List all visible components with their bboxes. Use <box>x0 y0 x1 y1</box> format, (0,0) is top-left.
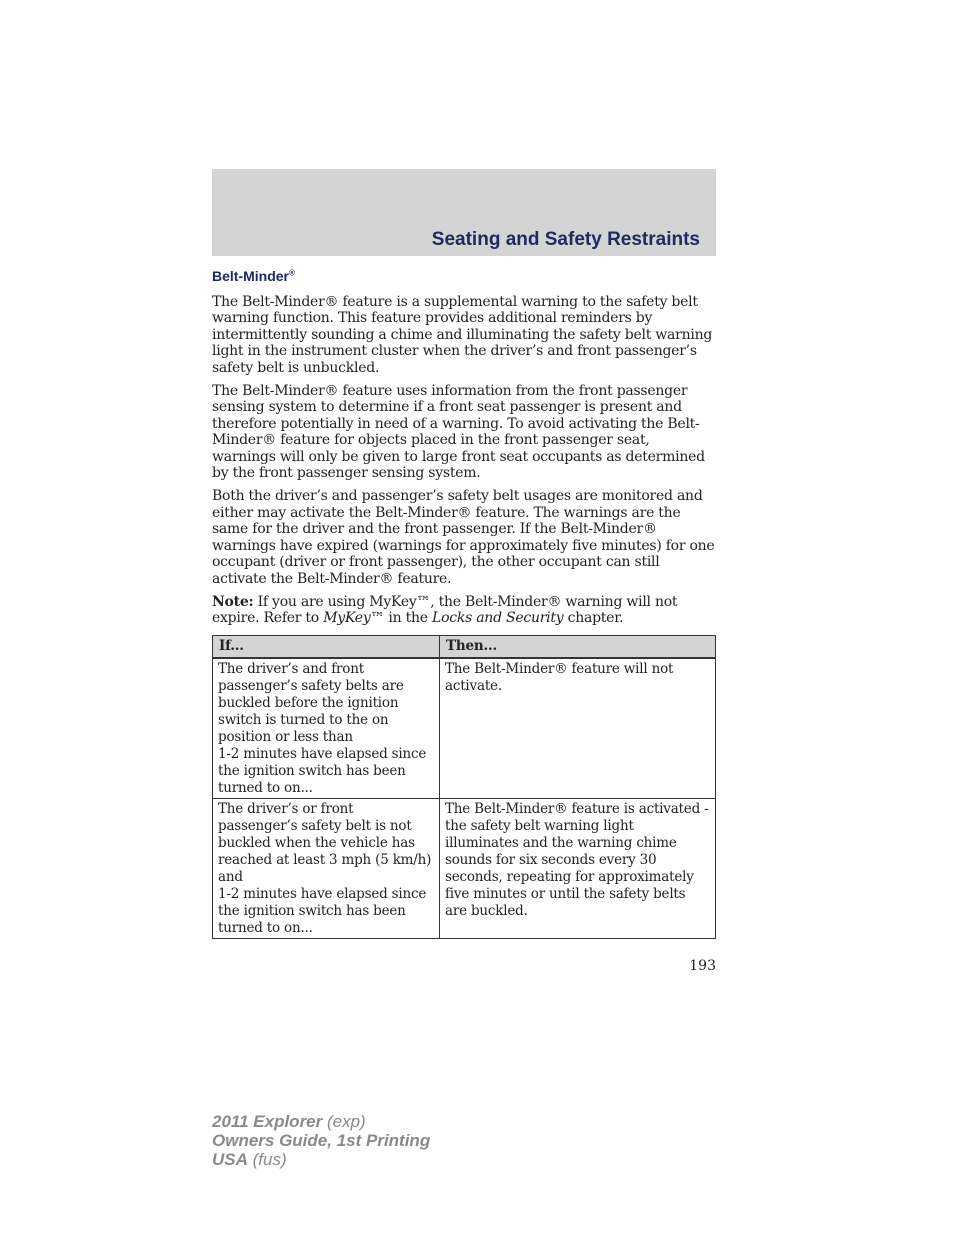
note-text-2: in the <box>384 610 433 627</box>
table-cell-then: The Belt-Minder® feature is activated - the safety belt warning light illuminates and the warning chime sounds for six seconds every 30 seconds, repeating for approximately five minutes or until the safety belts are buckled. <box>440 798 716 938</box>
page-content <box>212 268 716 939</box>
registered-mark: ® <box>289 268 295 278</box>
note-text-3: chapter. <box>563 610 624 627</box>
footer-guide: Owners Guide, 1st Printing <box>212 1131 431 1150</box>
table-cell-then: The Belt-Minder® feature will not activate. <box>440 658 716 799</box>
belt-minder-table <box>212 635 716 939</box>
chapter-title: Seating and Safety Restraints <box>431 229 700 250</box>
table-row <box>213 658 716 799</box>
paragraph-3: Both the driver’s and passenger’s safety belt usages are monitored and either may activate the Belt-Minder® feature. The warnings are the same for the driver and the front passenger. If the Belt-Minder® warnings have expired (warnings for approximately five minutes) for one occupant (driver or front passenger), the other occupant can still activate the Belt-Minder® feature. <box>212 488 715 587</box>
chapter-header-band <box>212 169 716 256</box>
document-footer <box>212 1112 430 1169</box>
page-number: 193 <box>689 958 716 974</box>
paragraph-1: The Belt-Minder® feature is a supplemental warning to the safety belt warning function. This feature provides additional reminders by intermittently sounding a chime and illuminating the safety belt warning light in the instrument cluster when the driver’s and front passenger’s safety belt is unbuckled. <box>212 294 713 376</box>
header-then: Then... <box>440 635 716 658</box>
cell-line: 1-2 minutes have elapsed since the ignition switch has been turned to on... <box>218 745 427 796</box>
footer-model-code: (exp) <box>322 1112 366 1131</box>
paragraph-2: The Belt-Minder® feature uses information from the front passenger sensing system to determine if a front seat passenger is present and therefore potentially in need of a warning. To avoid activating the Belt-Minder® feature for objects placed in the front passenger seat, warnings will only be given to large front seat occupants as determined by the front passenger sensing system. <box>212 383 705 482</box>
table-header-row <box>213 635 716 658</box>
footer-line-1 <box>212 1112 430 1131</box>
cell-line: The driver’s or front passenger’s safety belt is not buckled when the vehicle has reached at least 3 mph (5 km/h) and <box>218 800 432 885</box>
footer-region: USA <box>212 1150 248 1169</box>
footer-region-code: (fus) <box>247 1150 287 1169</box>
note-text-1: If you are using MyKey™, the Belt-Minder® warning will not expire. Refer to <box>212 593 678 627</box>
note-label: Note: <box>212 593 254 610</box>
note-ref-chapter: Locks and Security <box>432 610 564 627</box>
cell-line: The driver’s and front passenger’s safety belts are buckled before the ignition switch is turned to the on position or less than <box>218 660 404 745</box>
section-title <box>212 268 716 284</box>
cell-line: 1-2 minutes have elapsed since the ignition switch has been turned to on... <box>218 885 427 936</box>
section-title-text: Belt-Minder <box>212 268 289 284</box>
footer-model: 2011 Explorer <box>212 1112 323 1131</box>
footer-line-3 <box>212 1150 430 1169</box>
table-cell-if <box>213 658 440 799</box>
note-ref-mykey: MyKey™ <box>323 610 385 627</box>
footer-line-2 <box>212 1131 430 1150</box>
header-if: If... <box>213 635 440 658</box>
table-cell-if <box>213 798 440 938</box>
table-row <box>213 798 716 938</box>
note-paragraph <box>212 594 716 627</box>
